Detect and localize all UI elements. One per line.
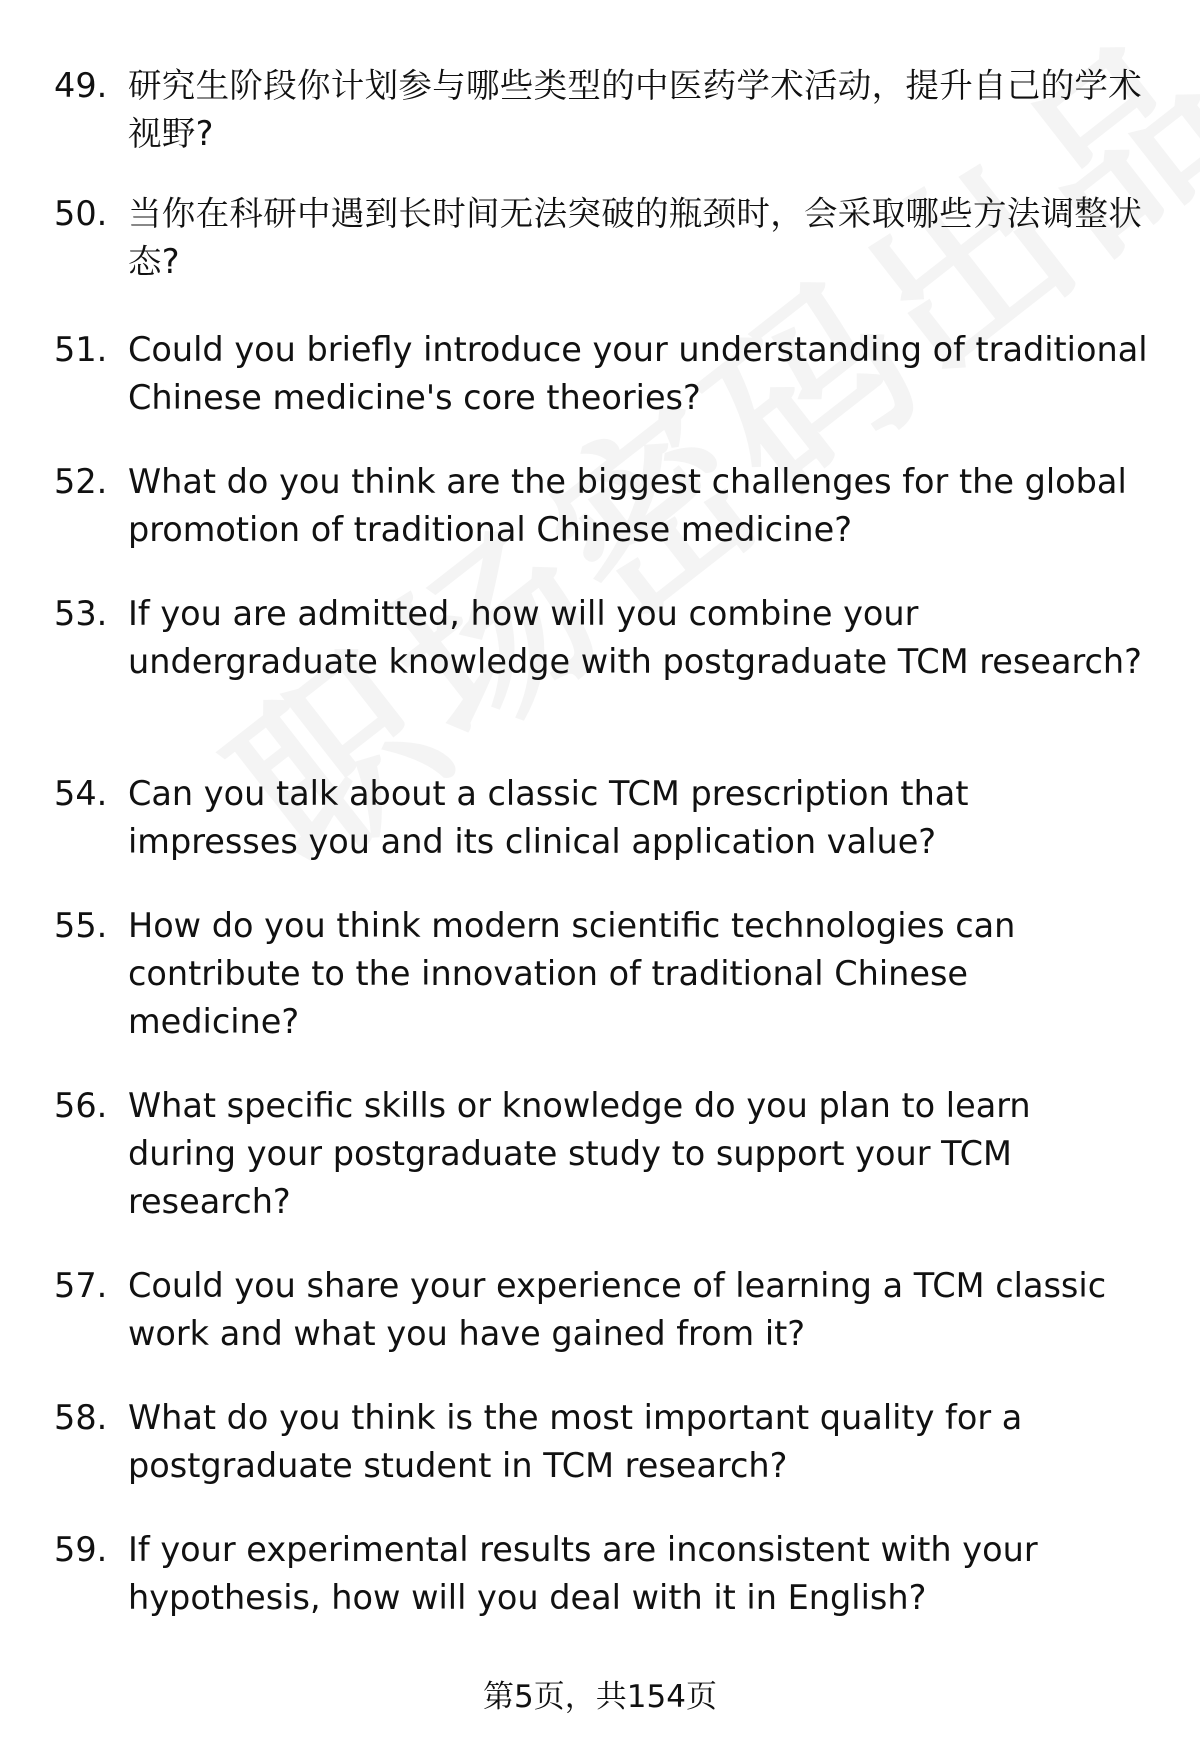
question-text: What specific skills or knowledge do you plan to learn during your postgraduate study to support your TCM research? xyxy=(128,1086,1031,1221)
question-text: 当你在科研中遇到长时间无法突破的瓶颈时，会采取哪些方法调整状态? xyxy=(128,194,1142,281)
question-number: 51. xyxy=(54,330,108,369)
question-number: 50. xyxy=(54,194,108,233)
question-text: If your experimental results are inconsistent with your hypothesis, how will you deal with it in English? xyxy=(128,1530,1038,1617)
question-number: 59. xyxy=(54,1530,108,1569)
question-number: 49. xyxy=(54,66,108,105)
question-text: What do you think are the biggest challenges for the global promotion of traditional Chinese medicine? xyxy=(128,462,1127,549)
page-number-label: 第5页，共154页 xyxy=(483,1679,717,1715)
question-text: If you are admitted, how will you combine your undergraduate knowledge with postgraduate TCM research? xyxy=(128,594,1142,681)
question-number: 57. xyxy=(54,1266,108,1305)
question-number: 53. xyxy=(54,594,108,633)
question-number: 55. xyxy=(54,906,108,945)
question-text: What do you think is the most important quality for a postgraduate student in TCM research? xyxy=(128,1398,1023,1485)
question-number: 54. xyxy=(54,774,108,813)
question-text: How do you think modern scientific technologies can contribute to the innovation of traditional Chinese medicine? xyxy=(128,906,1016,1041)
question-text: Can you talk about a classic TCM prescription that impresses you and its clinical application value? xyxy=(128,774,969,861)
question-number: 56. xyxy=(54,1086,108,1125)
question-text: Could you share your experience of learning a TCM classic work and what you have gained from it? xyxy=(128,1266,1107,1353)
question-text: 研究生阶段你计划参与哪些类型的中医药学术活动，提升自己的学术视野? xyxy=(128,66,1142,153)
question-text: Could you briefly introduce your understanding of traditional Chinese medicine's core theories? xyxy=(128,330,1148,417)
question-number: 52. xyxy=(54,462,108,501)
question-number: 58. xyxy=(54,1398,108,1437)
